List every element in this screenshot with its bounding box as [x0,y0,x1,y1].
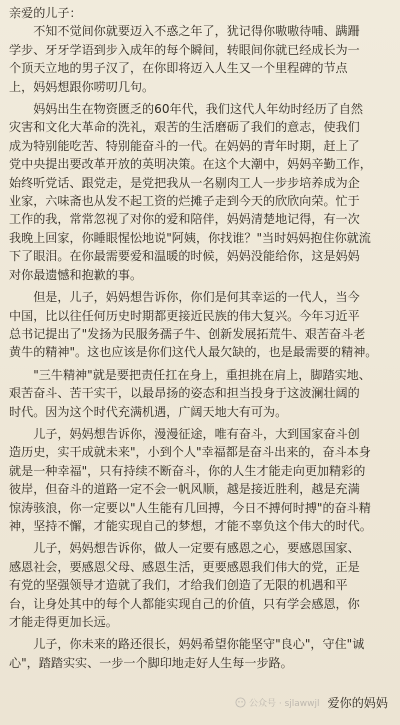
paragraph-line: 惊涛骇浪，你一定要以"人生能有几回搏，今日不搏何时搏"的奋斗精 [9,500,371,515]
letter-paragraph-3 [7,288,393,362]
paragraph-line: 党中央提出要改革开放的英明决策。在这个大潮中，妈妈辛勤工作， [9,157,372,172]
paragraph-line: 时代。因为这个时代充满机遇，广阔天地大有可为。 [9,404,288,419]
paragraph-line: 神，坚持不懈，才能实现自己的梦想，才能不辜负这个伟大的时代。 [9,518,372,533]
wechat-public-account-icon [235,697,246,708]
letter-paragraph-1 [7,22,393,96]
paragraph-line: 学步、牙牙学语到步入成年的每个瞬间，转眼间你就已经成长为一 [9,42,360,57]
letter-paragraph-5 [7,425,393,535]
letter-paragraph-4 [7,366,393,421]
paragraph-line: 中国，比以往任何历史时期都更接近民族的伟大复兴。今年习近平 [9,308,360,323]
paragraph-line: 不知不觉间你就要迈入不惑之年了，犹记得你嗷嗷待哺、蹒跚 [9,24,360,39]
paragraph-line: 我晚上回家，你睡眼惺忪地说"阿姨，你找谁？"当时妈妈抱住你就流 [9,230,371,245]
watermark-text: 公众号 · sjlawwjl [249,699,320,709]
paragraph-line: 工作的我，常常忽视了对你的爱和陪伴，妈妈清楚地记得，有一次 [9,212,360,227]
paragraph-line: 但是，儿子，妈妈想告诉你，你们是何其幸运的一代人，当今 [9,290,360,305]
letter-paragraph-6 [7,539,393,631]
paragraph-line: 心"，踏踏实实、一步一个脚印地走好人生每一步路。 [9,655,293,670]
paragraph-line: 对你最遗憾和抱歉的事。 [9,267,143,282]
paragraph-line: 上，妈妈想跟你唠叨几句。 [9,79,155,94]
letter-greeting: 亲爱的儿子： [9,6,82,20]
letter-footer [235,694,388,711]
paragraph-line: 就是一种幸福"，只有持续不断奋斗，你的人生才能走向更加精彩的 [9,463,366,478]
letter-paragraph-2 [7,100,393,284]
paragraph-line: "三牛精神"就是要把责任扛在身上，重担挑在肩上，脚踏实地、 [9,367,371,382]
paragraph-line: 成为特别能吃苦、特别能奋斗的一代。在妈妈的青年时期，赶上了 [9,138,360,153]
paragraph-line: 有党的坚强领导才造就了我们，才给我们创造了无限的机遇和平 [9,578,348,593]
paragraph-line: 灾害和文化大革命的洗礼，艰苦的生活磨砺了我们的意志，使我们 [9,120,360,135]
paragraph-line: 下了眼泪。在你最需要爱和温暖的时候，妈妈没能给你，这是妈妈 [9,249,360,264]
paragraph-line: 总书记提出了"发扬为民服务孺子牛、创新发展拓荒牛、艰苦奋斗老 [9,326,366,341]
paragraph-line: 妈妈出生在物资匮乏的60年代，我们这代人年幼时经历了自然 [9,102,364,117]
paragraph-line: 个顶天立地的男子汉了，在你即将迈入人生又一个里程碑的节点 [9,61,348,76]
paragraph-line: 儿子，你未来的路还很长，妈妈希望你能坚守"良心"，守住"诚 [9,637,365,652]
paragraph-line: 才能走得更加长远。 [9,615,118,629]
paragraph-line: 业家，六味斋也从发不起工资的烂摊子走到今天的欣欣向荣。忙于 [9,194,360,209]
paragraph-line: 儿子，妈妈想告诉你，漫漫征途，唯有奋斗，大到国家奋斗创 [9,426,360,441]
letter-signature: 爱你的妈妈 [327,696,388,710]
paragraph-line: 台，让身处其中的每个人都能实现自己的价值，只有学会感恩，你 [9,596,360,611]
paragraph-line: 艰苦奋斗、苦干实干，以最昂扬的姿态和担当投身于这波澜壮阔的 [9,386,360,401]
paragraph-line: 儿子，妈妈想告诉你，做人一定要有感恩之心，要感恩国家、 [9,541,360,556]
paragraph-line: 彼岸，但奋斗的道路一定不会一帆风顺，越是接近胜利，越是充满 [9,482,360,497]
paragraph-line: 始终听党话、跟党走，是党把我从一名剔肉工人一步步培养成为企 [9,175,360,190]
letter-paragraph-7 [7,635,393,672]
paragraph-line: 造历史，实干成就未来"，小到个人"幸福都是奋斗出来的，奋斗本身 [9,445,371,460]
watermark [235,696,320,709]
paragraph-line: 黄牛的精神"。这也应该是你们这代人最欠缺的，也是最需要的精神。 [9,345,378,360]
paragraph-line: 感恩社会，要感恩父母、感恩生活，更要感恩我们伟大的党，正是 [9,559,360,574]
